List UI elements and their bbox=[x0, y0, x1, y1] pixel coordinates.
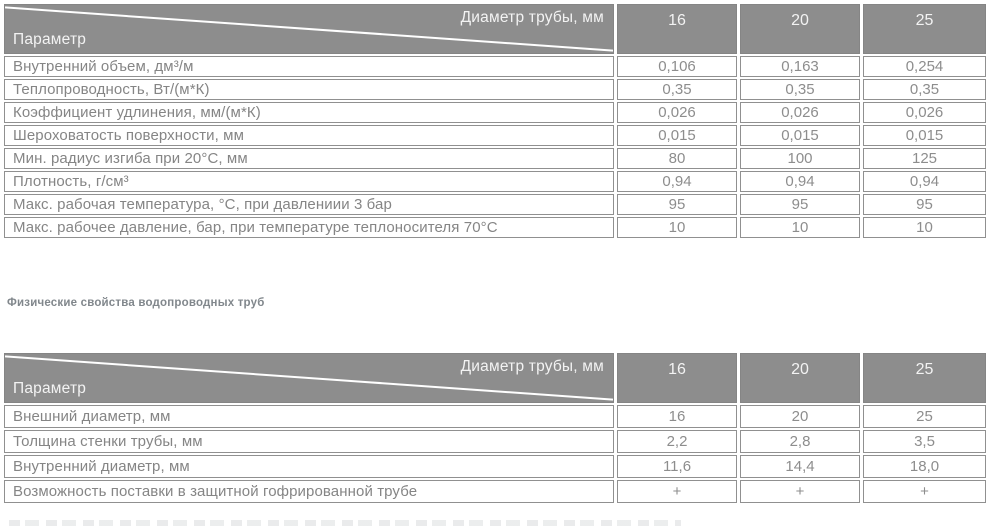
row-parameter-label: Внутренний объем, дм³/м bbox=[4, 56, 614, 77]
row-value: 100 bbox=[740, 148, 860, 169]
row-parameter-label: Макс. рабочая температура, °С, при давлениии 3 бар bbox=[4, 194, 614, 215]
diagonal-corner-cell bbox=[4, 4, 614, 54]
corner-label-diameter: Диаметр трубы, мм bbox=[460, 358, 604, 375]
row-value: 25 bbox=[863, 405, 986, 428]
column-header-25: 25 bbox=[863, 4, 986, 54]
table-row bbox=[4, 102, 986, 123]
row-value: + bbox=[617, 480, 737, 503]
row-value: 0,015 bbox=[863, 125, 986, 146]
row-value: 18,0 bbox=[863, 455, 986, 478]
row-value: 11,6 bbox=[617, 455, 737, 478]
diagonal-corner-cell bbox=[4, 353, 614, 403]
row-value: 14,4 bbox=[740, 455, 860, 478]
row-parameter-label: Внутренний диаметр, мм bbox=[4, 455, 614, 478]
row-value: 0,94 bbox=[863, 171, 986, 192]
table-row bbox=[4, 125, 986, 146]
row-parameter-label: Шероховатость поверхности, мм bbox=[4, 125, 614, 146]
row-value: 16 bbox=[617, 405, 737, 428]
row-parameter-label: Макс. рабочее давление, бар, при температуре теплоносителя 70°С bbox=[4, 217, 614, 238]
row-value: + bbox=[740, 480, 860, 503]
table-row bbox=[4, 430, 986, 453]
row-value: 0,35 bbox=[740, 79, 860, 100]
row-value: 95 bbox=[863, 194, 986, 215]
row-value: 0,94 bbox=[740, 171, 860, 192]
row-value: 10 bbox=[617, 217, 737, 238]
physical-properties-table bbox=[1, 351, 989, 505]
table-row bbox=[4, 148, 986, 169]
row-value: 0,026 bbox=[863, 102, 986, 123]
table-row bbox=[4, 405, 986, 428]
column-header-16: 16 bbox=[617, 4, 737, 54]
row-value: 80 bbox=[617, 148, 737, 169]
row-value: 0,94 bbox=[617, 171, 737, 192]
row-parameter-label: Теплопроводность, Вт/(м*К) bbox=[4, 79, 614, 100]
corner-label-parameter: Параметр bbox=[13, 31, 87, 48]
column-header-25: 25 bbox=[863, 353, 986, 403]
row-parameter-label: Плотность, г/см³ bbox=[4, 171, 614, 192]
row-parameter-label: Коэффициент удлинения, мм/(м*К) bbox=[4, 102, 614, 123]
row-value: 0,254 bbox=[863, 56, 986, 77]
row-value: + bbox=[863, 480, 986, 503]
table-row bbox=[4, 480, 986, 503]
row-parameter-label: Внешний диаметр, мм bbox=[4, 405, 614, 428]
row-value: 125 bbox=[863, 148, 986, 169]
table-header-row bbox=[4, 353, 986, 403]
thermal-properties-table bbox=[1, 2, 989, 240]
table-header-row bbox=[4, 4, 986, 54]
row-value: 0,026 bbox=[740, 102, 860, 123]
table-caption: Физические свойства водопроводных труб bbox=[7, 297, 265, 309]
row-parameter-label: Мин. радиус изгиба при 20°С, мм bbox=[4, 148, 614, 169]
row-value: 10 bbox=[740, 217, 860, 238]
table-row bbox=[4, 455, 986, 478]
column-header-20: 20 bbox=[740, 353, 860, 403]
table-row bbox=[4, 194, 986, 215]
column-header-20: 20 bbox=[740, 4, 860, 54]
row-value: 10 bbox=[863, 217, 986, 238]
table-row bbox=[4, 79, 986, 100]
row-value: 2,8 bbox=[740, 430, 860, 453]
row-value: 95 bbox=[617, 194, 737, 215]
corner-label-diameter: Диаметр трубы, мм bbox=[460, 9, 604, 26]
row-value: 3,5 bbox=[863, 430, 986, 453]
row-value: 0,35 bbox=[863, 79, 986, 100]
row-value: 0,015 bbox=[617, 125, 737, 146]
row-value: 95 bbox=[740, 194, 860, 215]
row-value: 20 bbox=[740, 405, 860, 428]
table-row bbox=[4, 56, 986, 77]
table-row bbox=[4, 217, 986, 238]
row-value: 0,35 bbox=[617, 79, 737, 100]
row-value: 0,026 bbox=[617, 102, 737, 123]
row-parameter-label: Толщина стенки трубы, мм bbox=[4, 430, 614, 453]
row-value: 0,163 bbox=[740, 56, 860, 77]
cutoff-text-strip bbox=[9, 520, 681, 526]
column-header-16: 16 bbox=[617, 353, 737, 403]
row-value: 0,015 bbox=[740, 125, 860, 146]
corner-label-parameter: Параметр bbox=[13, 380, 87, 397]
row-value: 2,2 bbox=[617, 430, 737, 453]
row-parameter-label: Возможность поставки в защитной гофрированной трубе bbox=[4, 480, 614, 503]
row-value: 0,106 bbox=[617, 56, 737, 77]
table-row bbox=[4, 171, 986, 192]
